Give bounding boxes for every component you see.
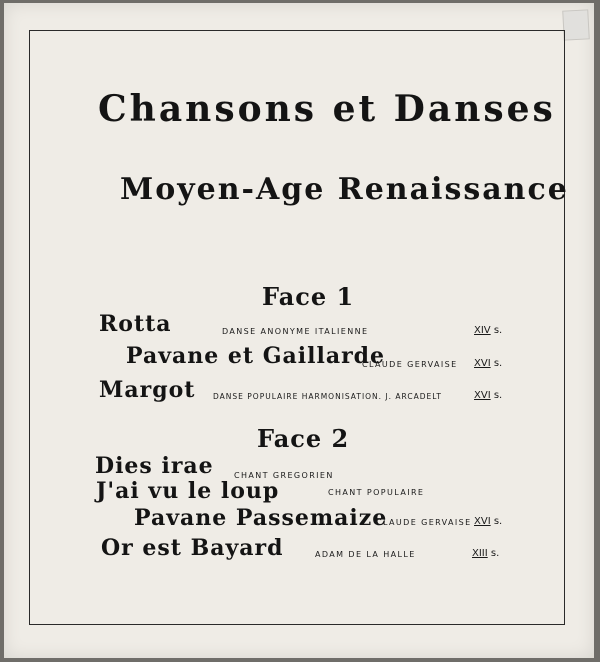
side-2-heading: Face 2 bbox=[257, 424, 350, 453]
track-margot-credit: DANSE POPULAIRE HARMONISATION. J. ARCADELT bbox=[213, 392, 442, 401]
track-or-est-bayard-century: XIII s. bbox=[472, 548, 500, 559]
track-dies-irae-title: Dies irae bbox=[95, 453, 214, 479]
track-jai-vu-le-loup-title: J'ai vu le loup bbox=[96, 478, 280, 504]
track-pavane-passemaize-credit: CLAUDE GERVAISE bbox=[376, 518, 472, 527]
track-margot-century: XVI s. bbox=[474, 390, 503, 401]
track-pavane-gaillarde-century: XVI s. bbox=[474, 358, 503, 369]
track-margot-title: Margot bbox=[99, 377, 196, 403]
track-pavane-gaillarde-credit: CLAUDE GERVAISE bbox=[362, 360, 458, 369]
title-line-1: Chansons et Danses bbox=[98, 88, 556, 130]
track-pavane-passemaize-century: XVI s. bbox=[474, 516, 503, 527]
track-or-est-bayard-title: Or est Bayard bbox=[101, 535, 284, 561]
title-line-2: Moyen-Age Renaissance bbox=[120, 172, 569, 207]
track-pavane-passemaize-title: Pavane Passemaize bbox=[134, 505, 388, 531]
track-dies-irae-credit: CHANT GREGORIEN bbox=[234, 471, 334, 480]
track-rotta-title: Rotta bbox=[99, 311, 172, 337]
track-or-est-bayard-credit: ADAM DE LA HALLE bbox=[315, 550, 416, 559]
track-pavane-gaillarde-title: Pavane et Gaillarde bbox=[126, 343, 386, 369]
side-1-heading: Face 1 bbox=[262, 282, 355, 311]
track-rotta-credit: DANSE ANONYME ITALIENNE bbox=[222, 327, 369, 336]
sticker bbox=[562, 9, 590, 40]
track-rotta-century: XIV s. bbox=[474, 325, 503, 336]
track-jai-vu-le-loup-credit: CHANT POPULAIRE bbox=[328, 488, 425, 497]
